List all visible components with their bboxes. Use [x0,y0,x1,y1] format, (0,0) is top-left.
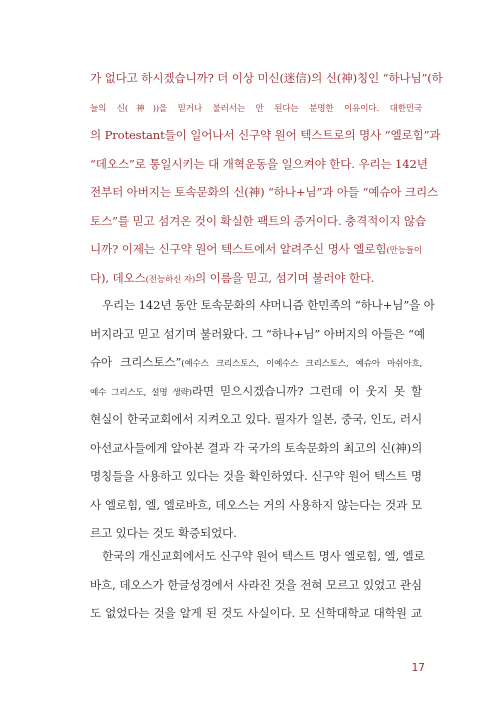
text-line: 사 엘로힘, 엘, 엘로바흐, 데오스는 거의 사용하지 않는다는 것과 모 [90,497,422,512]
text-line: 토스”를 믿고 섬겨온 것이 확실한 팩트의 증거이다. 충격적이지 않습 [90,213,426,228]
page-number: 17 [411,662,425,674]
text-line: 도 없었다는 것을 알게 된 것도 사실이다. 모 신학대학교 대학원 교 [90,606,422,620]
text-line: 명칭들을 사용하고 있다는 것을 확인하였다. 신구약 원어 텍스트 명 [90,469,422,483]
text-line: 가 없다고 하시겠습니까? 더 이상 미신(迷信)의 신(神)칭인 “하나님”(하 [90,71,443,85]
text-line: 한국의 개신교회에서도 신구약 원어 텍스트 명사 엘로힘, 엘, 엘로 [102,549,425,563]
text-line: 현실이 한국교회에서 지켜오고 있다. 필자가 일본, 중국, 인도, 러시 [90,412,422,426]
text-line: 늘의 신(神))을 믿거나 불러서는 안 된다는 분명한 이유이다. 대한민국 [90,103,422,114]
paragraph-2 [90,291,435,548]
text-line: 바흐, 데오스가 한글성경에서 사라진 것을 전혀 모르고 있었고 관심 [90,577,422,592]
paragraph-3 [90,542,425,628]
text-line: 슈아 크리스토스”(예수스 크리스토스, 이예수스 크리스토스, 예슈아 마쉬아흐, [90,355,422,369]
text-line: 버지라고 믿고 섬기며 불러왔다. 그 “하나+님” 아버지의 아들은 “예 [90,326,425,341]
paragraph-1 [90,64,443,292]
text-line: “데오스”로 통일시키는 대 개혁운동을 일으켜야 한다. 우리는 142년 [90,156,428,171]
text-line: 전부터 아버지는 토속문화의 신(神) “하나+님”과 아들 “예슈아 크리스 [90,185,439,199]
text-line: 니까? 이제는 신구약 원어 텍스트에서 알려주신 명사 엘로힘(만능들이 [90,242,422,256]
text-line: 다), 데오스(전능하신 자)의 이름을 믿고, 섬기며 불러야 한다. [90,270,375,285]
text-line: 르고 있다는 것도 확증되었다. [90,526,237,540]
text-line: 의 Protestant들이 일어나서 신구약 원어 텍스트로의 명사 “엘로힘”과 [90,128,441,142]
text-line: 예수 그리스도, 설명 생략)라면 믿으시겠습니까? 그런데 이 웃지 못 할 [90,383,423,398]
text-line: 아선교사들에게 알아본 결과 각 국가의 토속문화의 최고의 신(神)의 [90,440,423,455]
text-line: 우리는 142년 동안 토속문화의 샤머니즘 한민족의 “하나+님”을 아 [102,298,435,312]
